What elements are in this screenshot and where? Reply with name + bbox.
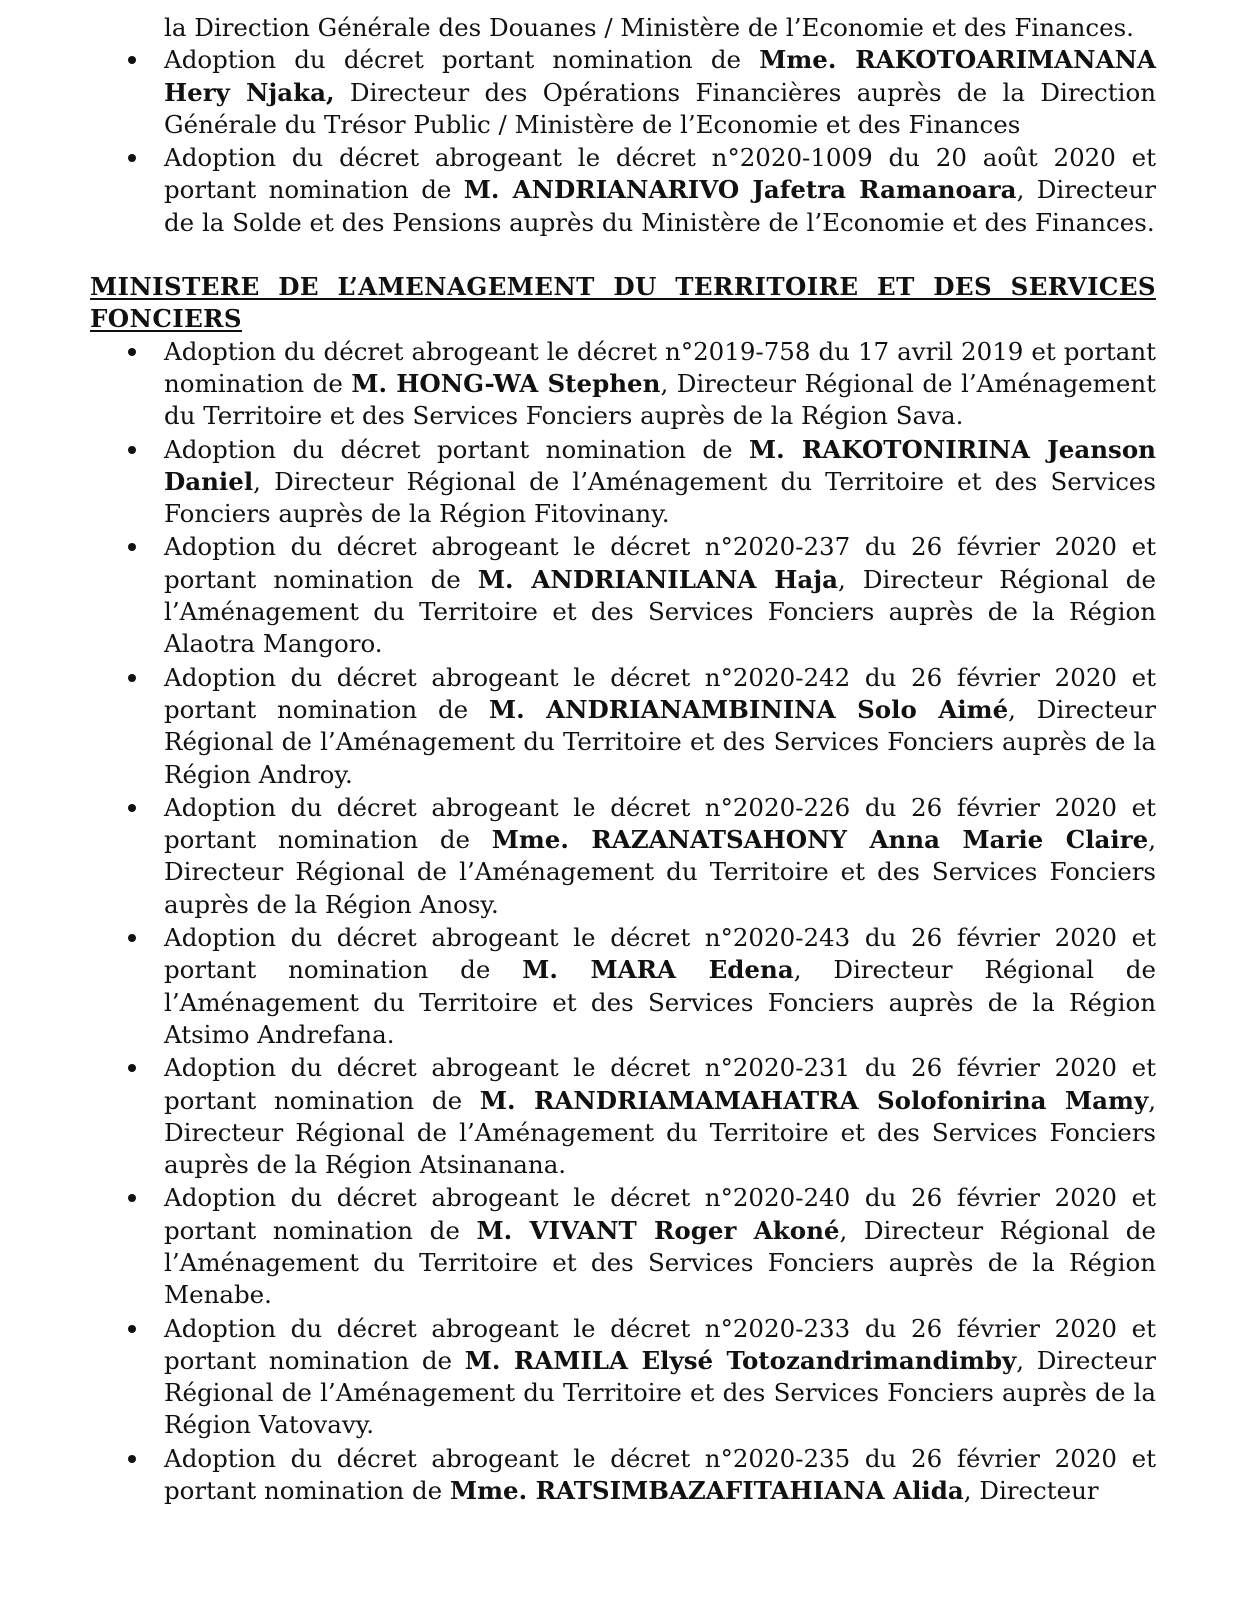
- decree-item: [90, 792, 1156, 921]
- bullet-icon: [128, 543, 136, 551]
- decree-item: [90, 531, 1156, 660]
- decree-text: Adoption du décret portant nomination de: [164, 434, 750, 464]
- section-heading: MINISTERE DE L’AMENAGEMENT DU TERRITOIRE ET DES SERVICES FONCIERS: [90, 272, 1156, 334]
- appointee-name: M. RANDRIAMAMAHATRA Solofonirina Mamy: [479, 1085, 1149, 1115]
- section-decree-list: [90, 336, 1156, 1508]
- decree-position: , Directeur Régional de l’Aménagement du Territoire et des Services Fonciers auprès de la Région Androy.: [164, 694, 1156, 789]
- appointee-name: M. RAKOTONIRINA Jeanson Daniel: [164, 434, 1156, 496]
- decree-position: , Directeur Régional de l’Aménagement du Territoire et des Services Fonciers auprès de la Région Vatovavy.: [164, 1345, 1156, 1440]
- appointee-name: M. MARA Edena: [522, 955, 794, 985]
- bullet-icon: [128, 348, 136, 356]
- bullet-icon: [128, 1064, 136, 1072]
- bullet-icon: [128, 56, 136, 64]
- decree-position: , Directeur: [963, 1476, 1099, 1506]
- appointee-name: Mme. RATSIMBAZAFITAHIANA Alida: [449, 1476, 964, 1506]
- decree-text: Adoption du décret abrogeant le décret n°2020-235 du 26 février 2020 et portant nomination de: [164, 1443, 1156, 1506]
- bullet-icon: [128, 934, 136, 942]
- decree-item: [90, 922, 1156, 1051]
- decree-text: Adoption du décret abrogeant le décret n°2020-242 du 26 février 2020 et portant nomination de: [164, 662, 1156, 724]
- appointee-name: Mme. RAKOTOARIMANANA Hery Njaka,: [164, 45, 1156, 107]
- appointee-name: M. VIVANT Roger Akoné: [476, 1215, 840, 1245]
- bullet-icon: [128, 1455, 136, 1463]
- decree-position: , Directeur Régional de l’Aménagement du Territoire et des Services Fonciers auprès de la Région Alaotra Mangoro.: [164, 564, 1156, 659]
- bullet-icon: [128, 1194, 136, 1202]
- bullet-icon: [128, 1325, 136, 1333]
- decree-position: , Directeur de la Solde et des Pensions auprès du Ministère de l’Economie et des Finances.: [164, 175, 1156, 237]
- decree-position: , Directeur Régional de l’Aménagement du Territoire et des Services Fonciers auprès de la Région Sava.: [164, 368, 1156, 431]
- bullet-icon: [128, 674, 136, 682]
- decree-item: [90, 662, 1156, 791]
- decree-item: [90, 142, 1156, 239]
- bullet-icon: [128, 154, 136, 162]
- decree-position: Directeur des Opérations Financières auprès de la Direction Générale du Trésor Public / Ministère de l’Economie et des Finances: [164, 77, 1156, 139]
- decree-item: [90, 336, 1156, 433]
- decree-text: Adoption du décret abrogeant le décret n°2020-243 du 26 février 2020 et portant nomination de: [164, 923, 1156, 985]
- appointee-name: M. ANDRIANAMBININA Solo Aimé: [488, 694, 1009, 724]
- decree-text: Adoption du décret abrogeant le décret n°2020-231 du 26 février 2020 et portant nomination de: [164, 1053, 1156, 1115]
- decree-item: [90, 44, 1156, 141]
- decree-text: Adoption du décret abrogeant le décret n°2019-758 du 17 avril 2019 et portant nomination de: [164, 336, 1156, 398]
- decree-item: [90, 1052, 1156, 1181]
- decree-text: Adoption du décret portant nomination de: [164, 45, 760, 75]
- decree-text: Adoption du décret abrogeant le décret n°2020-1009 du 20 août 2020 et portant nomination de: [164, 143, 1156, 205]
- decree-item: [90, 1443, 1156, 1508]
- decree-item: [90, 434, 1156, 531]
- decree-text: Adoption du décret abrogeant le décret n°2020-240 du 26 février 2020 et portant nomination de: [164, 1183, 1156, 1245]
- decree-item: [90, 1313, 1156, 1442]
- decree-position: , Directeur Régional de l’Aménagement du Territoire et des Services Fonciers auprès de la Région Menabe.: [164, 1215, 1156, 1310]
- bullet-icon: [128, 804, 136, 812]
- appointee-name: M. ANDRIANILANA Haja: [477, 564, 839, 594]
- continuation-paragraph: la Direction Générale des Douanes / Ministère de l’Economie et des Finances.: [164, 13, 1134, 42]
- decree-position: , Directeur Régional de l’Aménagement du Territoire et des Services Fonciers auprès de la Région Anosy.: [164, 825, 1156, 919]
- decree-position: , Directeur Régional de l’Aménagement du Territoire et des Services Fonciers auprès de la Région Atsinanana.: [164, 1085, 1156, 1180]
- intro-decree-list: [90, 44, 1156, 239]
- decree-text: Adoption du décret abrogeant le décret n°2020-226 du 26 février 2020 et portant nomination de: [164, 792, 1156, 855]
- appointee-name: M. HONG-WA Stephen: [351, 368, 661, 398]
- decree-position: , Directeur Régional de l’Aménagement du Territoire et des Services Fonciers auprès de la Région Atsimo Andrefana.: [164, 955, 1156, 1049]
- appointee-name: Mme. RAZANATSAHONY Anna Marie Claire: [491, 825, 1149, 855]
- decree-position: , Directeur Régional de l’Aménagement du Territoire et des Services Fonciers auprès de la Région Fitovinany.: [164, 466, 1156, 529]
- bullet-icon: [128, 446, 136, 454]
- appointee-name: M. ANDRIANARIVO Jafetra Ramanoara: [463, 175, 1017, 205]
- appointee-name: M. RAMILA Elysé Totozandrimandimby: [464, 1345, 1017, 1375]
- decree-item: [90, 1182, 1156, 1311]
- decree-text: Adoption du décret abrogeant le décret n°2020-237 du 26 février 2020 et portant nomination de: [164, 532, 1156, 594]
- decree-text: Adoption du décret abrogeant le décret n°2020-233 du 26 février 2020 et portant nomination de: [164, 1313, 1156, 1375]
